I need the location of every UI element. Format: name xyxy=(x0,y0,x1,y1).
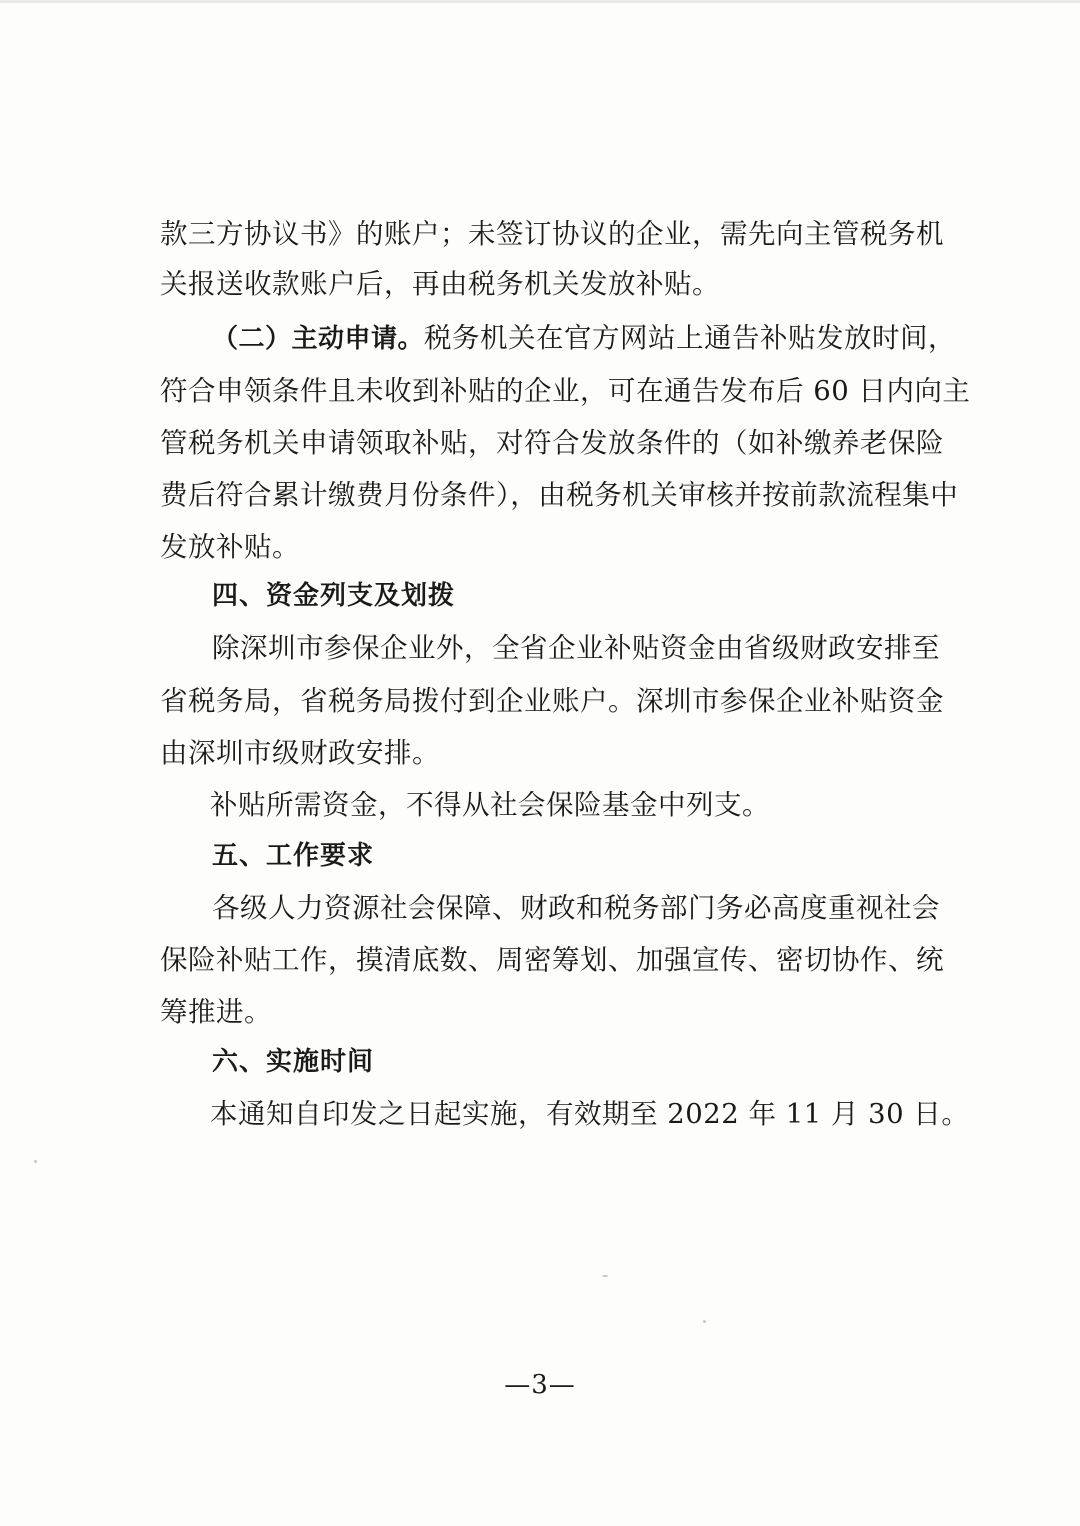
scan-speck xyxy=(703,1320,706,1323)
item-two-line-3: 管税务机关申请领取补贴，对符合发放条件的（如补缴养老保险 xyxy=(160,427,944,459)
section-five-line-3: 筹推进。 xyxy=(160,996,272,1028)
section-four-para2: 补贴所需资金，不得从社会保险基金中列支。 xyxy=(210,789,770,821)
section-six-heading: 六、实施时间 xyxy=(212,1047,375,1077)
item-two-line-2: 符合申领条件且未收到补贴的企业，可在通告发布后 60 日内向主 xyxy=(160,375,971,407)
scan-edge xyxy=(0,0,1080,3)
item-two-line-4: 费后符合累计缴费月份条件），由税务机关审核并按前款流程集中 xyxy=(160,479,959,511)
section-five-heading: 五、工作要求 xyxy=(212,841,375,871)
section-four-para1-line-2: 省税务局，省税务局拨付到企业账户。深圳市参保企业补贴资金 xyxy=(160,685,944,717)
page-number: —3— xyxy=(504,1370,576,1400)
item-two-first-line xyxy=(212,320,957,357)
item-two-line1-text: 税务机关在官方网站上通告补贴发放时间， xyxy=(424,322,957,354)
section-six-paragraph: 本通知自印发之日起实施，有效期至 2022 年 11 月 30 日。 xyxy=(210,1098,970,1130)
section-five-line-1: 各级人力资源社会保障、财政和税务部门务必高度重视社会 xyxy=(212,892,940,924)
item-two-label: （二）主动申请。 xyxy=(212,324,425,354)
continuation-line-2: 关报送收款账户后，再由税务机关发放补贴。 xyxy=(160,268,720,300)
section-four-para1-line-1: 除深圳市参保企业外，全省企业补贴资金由省级财政安排至 xyxy=(212,632,940,664)
section-four-para1-line-3: 由深圳市级财政安排。 xyxy=(160,737,440,769)
item-two-line-5: 发放补贴。 xyxy=(160,531,300,563)
scan-speck xyxy=(602,1275,608,1277)
continuation-line-1: 款三方协议书》的账户；未签订协议的企业，需先向主管税务机 xyxy=(160,218,944,250)
scan-speck xyxy=(34,1160,37,1163)
section-five-line-2: 保险补贴工作，摸清底数、周密筹划、加强宣传、密切协作、统 xyxy=(160,944,944,976)
section-four-heading: 四、资金列支及划拨 xyxy=(212,581,456,611)
